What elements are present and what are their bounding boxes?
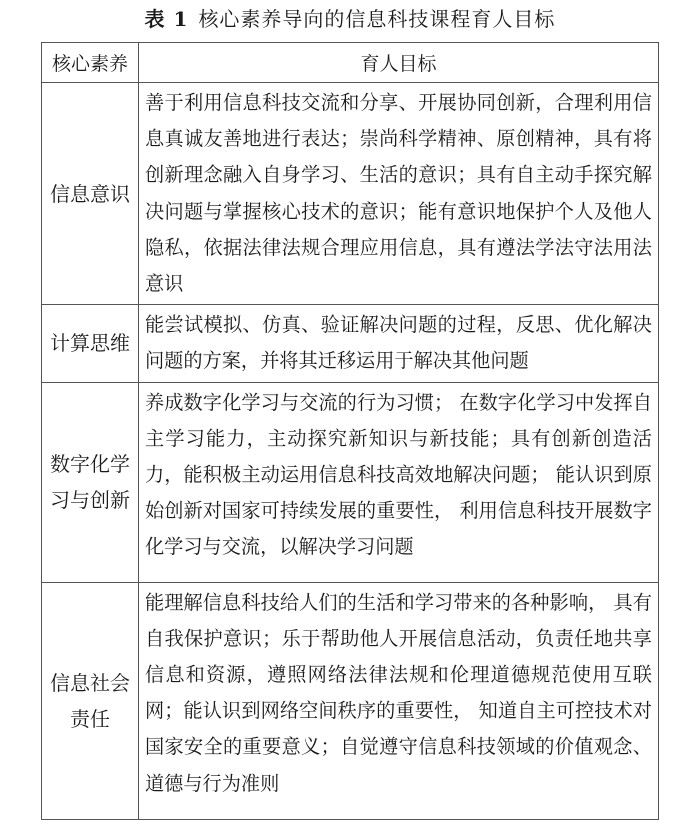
header-goal: 育人目标 (139, 43, 659, 83)
table-row (42, 582, 659, 819)
table-caption (0, 6, 700, 32)
table-row (42, 382, 659, 582)
goal-cell: 养成数字化学习与交流的行为习惯； 在数字化学习中发挥自主学习能力，主动探究新知识与新技能；具有创新创造活力，能积极主动运用信息科技高效地解决问题； 能认识到原始创新对国家可持续发展的重要性， 利用信息科技开展数字化学习与交流，以解决学习问题 (139, 382, 659, 582)
literacy-cell: 计算思维 (42, 305, 139, 382)
goal-cell: 善于利用信息科技交流和分享、开展协同创新，合理利用信息真诚友善地进行表达；崇尚科学精神、原创精神，具有将创新理念融入自身学习、生活的意识；具有自主动手探究解决问题与掌握核心技术的意识；能有意识地保护个人及他人隐私，依据法律法规合理应用信息，具有遵法学法守法用法意识 (139, 83, 659, 305)
education-goals-table (41, 42, 659, 820)
literacy-cell: 数字化学习与创新 (42, 382, 139, 582)
table-caption-number: 表 1 (144, 7, 189, 31)
header-literacy: 核心素养 (42, 43, 139, 83)
table-header-row (42, 43, 659, 83)
literacy-cell: 信息社会责任 (42, 582, 139, 819)
table-row (42, 305, 659, 382)
table-caption-title: 核心素养导向的信息科技课程育人目标 (198, 7, 556, 31)
table-row (42, 83, 659, 305)
literacy-cell: 信息意识 (42, 83, 139, 305)
goal-cell: 能尝试模拟、仿真、验证解决问题的过程，反思、优化解决问题的方案，并将其迁移运用于解决其他问题 (139, 305, 659, 382)
goal-cell: 能理解信息科技给人们的生活和学习带来的各种影响， 具有自我保护意识；乐于帮助他人开展信息活动，负责任地共享信息和资源，遵照网络法律法规和伦理道德规范使用互联网；能认识到网络空间秩序的重要性， 知道自主可控技术对国家安全的重要意义；自觉遵守信息科技领域的价值观念、道德与行为准则 (139, 582, 659, 819)
